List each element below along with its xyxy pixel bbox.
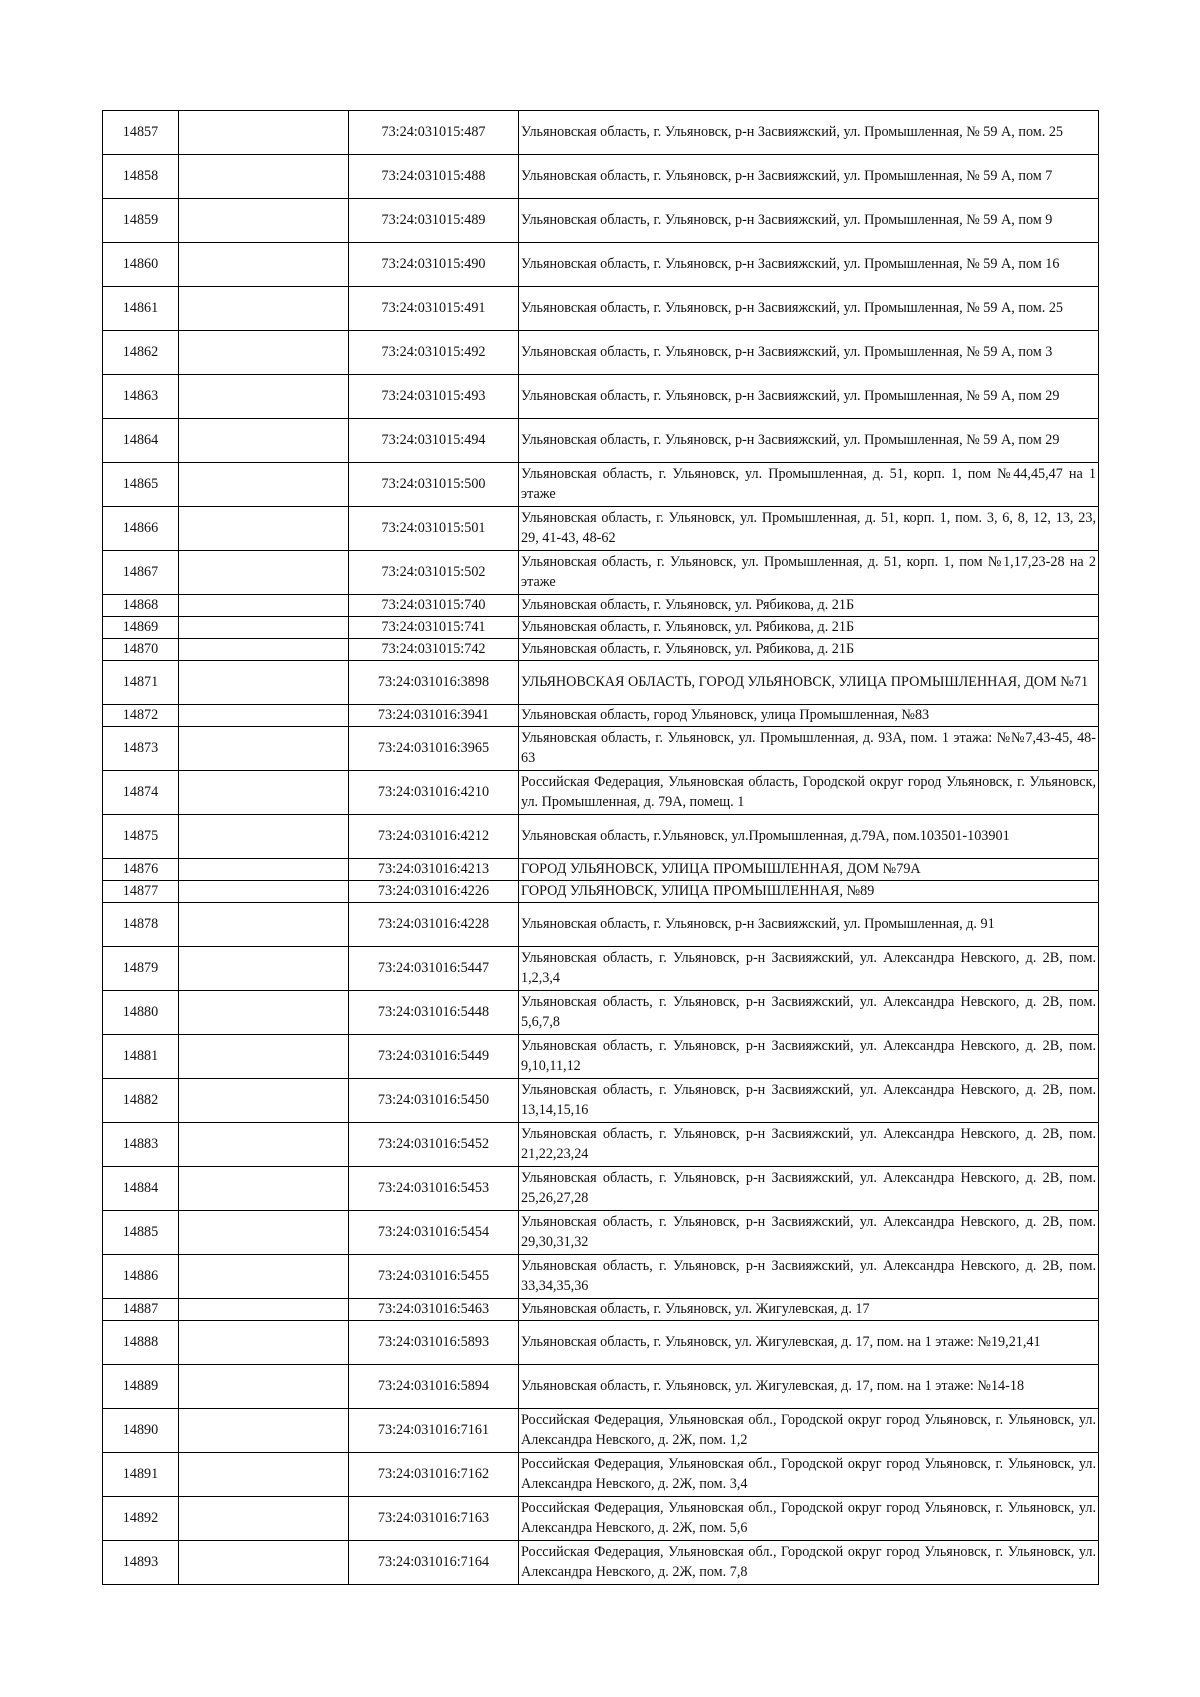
row-number-cell: 14877 xyxy=(103,881,179,903)
cadastral-number-cell: 73:24:031015:492 xyxy=(349,331,519,375)
row-number-cell: 14882 xyxy=(103,1079,179,1123)
table-row xyxy=(103,595,1099,617)
empty-cell xyxy=(179,595,349,617)
address-cell: Ульяновская область, г. Ульяновск, ул. Жигулевская, д. 17, пом. на 1 этаже: №14-18 xyxy=(519,1365,1099,1409)
empty-cell xyxy=(179,419,349,463)
address-cell: Российская Федерация, Ульяновская обл., Городской округ город Ульяновск, г. Ульяновск, ул. Александра Невского, д. 2Ж, пом. 7,8 xyxy=(519,1541,1099,1585)
address-cell: Ульяновская область, г. Ульяновск, р-н Засвияжский, ул. Промышленная, № 59 А, пом 9 xyxy=(519,199,1099,243)
row-number-cell: 14867 xyxy=(103,551,179,595)
address-cell: Российская Федерация, Ульяновская обл., Городской округ город Ульяновск, г. Ульяновск, ул. Александра Невского, д. 2Ж, пом. 1,2 xyxy=(519,1409,1099,1453)
cadastral-number-cell: 73:24:031016:3965 xyxy=(349,727,519,771)
empty-cell xyxy=(179,859,349,881)
table-row xyxy=(103,375,1099,419)
row-number-cell: 14866 xyxy=(103,507,179,551)
address-cell: Ульяновская область, г. Ульяновск, р-н Засвияжский, ул. Промышленная, № 59 А, пом. 25 xyxy=(519,287,1099,331)
table-row xyxy=(103,463,1099,507)
empty-cell xyxy=(179,551,349,595)
cadastral-number-cell: 73:24:031016:5893 xyxy=(349,1321,519,1365)
row-number-cell: 14872 xyxy=(103,705,179,727)
row-number-cell: 14858 xyxy=(103,155,179,199)
table-row xyxy=(103,1453,1099,1497)
row-number-cell: 14860 xyxy=(103,243,179,287)
row-number-cell: 14892 xyxy=(103,1497,179,1541)
table-row xyxy=(103,1497,1099,1541)
address-cell: Ульяновская область, г. Ульяновск, р-н Засвияжский, ул. Александра Невского, д. 2В, пом. 21,22,23,24 xyxy=(519,1123,1099,1167)
table-row xyxy=(103,815,1099,859)
row-number-cell: 14873 xyxy=(103,727,179,771)
empty-cell xyxy=(179,903,349,947)
cadastral-number-cell: 73:24:031015:489 xyxy=(349,199,519,243)
address-cell: Ульяновская область, г. Ульяновск, р-н Засвияжский, ул. Промышленная, № 59 А, пом 16 xyxy=(519,243,1099,287)
empty-cell xyxy=(179,1167,349,1211)
address-cell: Ульяновская область, г. Ульяновск, р-н Засвияжский, ул. Александра Невского, д. 2В, пом. 1,2,3,4 xyxy=(519,947,1099,991)
table-row xyxy=(103,881,1099,903)
cadastral-number-cell: 73:24:031016:7164 xyxy=(349,1541,519,1585)
table-row xyxy=(103,1035,1099,1079)
table-row xyxy=(103,419,1099,463)
cadastral-number-cell: 73:24:031016:7161 xyxy=(349,1409,519,1453)
cadastral-number-cell: 73:24:031016:4210 xyxy=(349,771,519,815)
row-number-cell: 14883 xyxy=(103,1123,179,1167)
empty-cell xyxy=(179,1255,349,1299)
address-cell: Ульяновская область, г. Ульяновск, ул. Рябикова, д. 21Б xyxy=(519,617,1099,639)
address-cell: Ульяновская область, г. Ульяновск, р-н Засвияжский, ул. Александра Невского, д. 2В, пом. 29,30,31,32 xyxy=(519,1211,1099,1255)
row-number-cell: 14878 xyxy=(103,903,179,947)
table-row xyxy=(103,771,1099,815)
address-cell: Ульяновская область, г. Ульяновск, р-н Засвияжский, ул. Александра Невского, д. 2В, пом. 25,26,27,28 xyxy=(519,1167,1099,1211)
address-cell: Ульяновская область, г. Ульяновск, ул. Промышленная, д. 51, корп. 1, пом №44,45,47 на 1 этаже xyxy=(519,463,1099,507)
empty-cell xyxy=(179,1321,349,1365)
empty-cell xyxy=(179,661,349,705)
row-number-cell: 14881 xyxy=(103,1035,179,1079)
table-row xyxy=(103,1541,1099,1585)
empty-cell xyxy=(179,1541,349,1585)
table-row xyxy=(103,155,1099,199)
table-row xyxy=(103,859,1099,881)
address-cell: Ульяновская область, г. Ульяновск, ул. Промышленная, д. 93А, пом. 1 этажа: №№7,43-45, 48-63 xyxy=(519,727,1099,771)
table-row xyxy=(103,551,1099,595)
table-row xyxy=(103,1167,1099,1211)
cadastral-number-cell: 73:24:031016:4228 xyxy=(349,903,519,947)
empty-cell xyxy=(179,331,349,375)
empty-cell xyxy=(179,155,349,199)
address-cell: Ульяновская область, г. Ульяновск, ул. Жигулевская, д. 17, пом. на 1 этаже: №19,21,41 xyxy=(519,1321,1099,1365)
row-number-cell: 14887 xyxy=(103,1299,179,1321)
cadastral-number-cell: 73:24:031016:5453 xyxy=(349,1167,519,1211)
cadastral-number-cell: 73:24:031016:5894 xyxy=(349,1365,519,1409)
row-number-cell: 14863 xyxy=(103,375,179,419)
address-cell: Ульяновская область, г. Ульяновск, ул. Рябикова, д. 21Б xyxy=(519,595,1099,617)
address-cell: Ульяновская область, г. Ульяновск, ул. Жигулевская, д. 17 xyxy=(519,1299,1099,1321)
address-cell: Ульяновская область, г. Ульяновск, ул. Рябикова, д. 21Б xyxy=(519,639,1099,661)
cadastral-number-cell: 73:24:031015:490 xyxy=(349,243,519,287)
cadastral-number-cell: 73:24:031015:742 xyxy=(349,639,519,661)
row-number-cell: 14868 xyxy=(103,595,179,617)
cadastral-number-cell: 73:24:031015:502 xyxy=(349,551,519,595)
table-row xyxy=(103,727,1099,771)
cadastral-number-cell: 73:24:031016:4212 xyxy=(349,815,519,859)
empty-cell xyxy=(179,1211,349,1255)
cadastral-number-cell: 73:24:031016:5447 xyxy=(349,947,519,991)
table-row xyxy=(103,287,1099,331)
cadastral-number-cell: 73:24:031015:491 xyxy=(349,287,519,331)
row-number-cell: 14889 xyxy=(103,1365,179,1409)
address-cell: Ульяновская область, г. Ульяновск, р-н Засвияжский, ул. Александра Невского, д. 2В, пом. 9,10,11,12 xyxy=(519,1035,1099,1079)
row-number-cell: 14886 xyxy=(103,1255,179,1299)
empty-cell xyxy=(179,287,349,331)
row-number-cell: 14871 xyxy=(103,661,179,705)
cadastral-number-cell: 73:24:031016:7162 xyxy=(349,1453,519,1497)
table-row xyxy=(103,705,1099,727)
empty-cell xyxy=(179,617,349,639)
empty-cell xyxy=(179,727,349,771)
cadastral-number-cell: 73:24:031016:5448 xyxy=(349,991,519,1035)
empty-cell xyxy=(179,111,349,155)
row-number-cell: 14865 xyxy=(103,463,179,507)
table-row xyxy=(103,507,1099,551)
table-row xyxy=(103,243,1099,287)
cadastral-number-cell: 73:24:031015:488 xyxy=(349,155,519,199)
row-number-cell: 14876 xyxy=(103,859,179,881)
empty-cell xyxy=(179,1123,349,1167)
row-number-cell: 14879 xyxy=(103,947,179,991)
empty-cell xyxy=(179,881,349,903)
address-cell: Ульяновская область, г. Ульяновск, р-н Засвияжский, ул. Промышленная, № 59 А, пом. 25 xyxy=(519,111,1099,155)
address-cell: Российская Федерация, Ульяновская обл., Городской округ город Ульяновск, г. Ульяновск, ул. Александра Невского, д. 2Ж, пом. 5,6 xyxy=(519,1497,1099,1541)
cadastral-number-cell: 73:24:031016:4226 xyxy=(349,881,519,903)
address-cell: Ульяновская область, г. Ульяновск, р-н Засвияжский, ул. Промышленная, д. 91 xyxy=(519,903,1099,947)
row-number-cell: 14893 xyxy=(103,1541,179,1585)
address-cell: Ульяновская область, г. Ульяновск, р-н Засвияжский, ул. Александра Невского, д. 2В, пом. 5,6,7,8 xyxy=(519,991,1099,1035)
address-cell: Ульяновская область, г. Ульяновск, ул. Промышленная, д. 51, корп. 1, пом №1,17,23-28 на 2 этаже xyxy=(519,551,1099,595)
empty-cell xyxy=(179,375,349,419)
empty-cell xyxy=(179,705,349,727)
address-cell: Ульяновская область, г. Ульяновск, р-н Засвияжский, ул. Промышленная, № 59 А, пом 29 xyxy=(519,375,1099,419)
empty-cell xyxy=(179,1299,349,1321)
address-cell: Ульяновская область, г. Ульяновск, ул. Промышленная, д. 51, корп. 1, пом. 3, 6, 8, 12, 13, 23, 29, 41-43, 48-62 xyxy=(519,507,1099,551)
row-number-cell: 14862 xyxy=(103,331,179,375)
empty-cell xyxy=(179,1079,349,1123)
cadastral-number-cell: 73:24:031015:741 xyxy=(349,617,519,639)
table-row xyxy=(103,1299,1099,1321)
table-row xyxy=(103,991,1099,1035)
empty-cell xyxy=(179,947,349,991)
row-number-cell: 14875 xyxy=(103,815,179,859)
empty-cell xyxy=(179,243,349,287)
cadastral-number-cell: 73:24:031016:3941 xyxy=(349,705,519,727)
cadastral-number-cell: 73:24:031016:5463 xyxy=(349,1299,519,1321)
table-row xyxy=(103,903,1099,947)
table-row xyxy=(103,331,1099,375)
row-number-cell: 14891 xyxy=(103,1453,179,1497)
cadastral-number-cell: 73:24:031016:5455 xyxy=(349,1255,519,1299)
row-number-cell: 14890 xyxy=(103,1409,179,1453)
address-cell: Российская Федерация, Ульяновская область, Городской округ город Ульяновск, г. Ульяновск, ул. Промышленная, д. 79А, помещ. 1 xyxy=(519,771,1099,815)
row-number-cell: 14888 xyxy=(103,1321,179,1365)
address-cell: Ульяновская область, город Ульяновск, улица Промышленная, №83 xyxy=(519,705,1099,727)
address-cell: ГОРОД УЛЬЯНОВСК, УЛИЦА ПРОМЫШЛЕННАЯ, ДОМ №79А xyxy=(519,859,1099,881)
cadastral-number-cell: 73:24:031016:5454 xyxy=(349,1211,519,1255)
address-cell: Ульяновская область, г. Ульяновск, р-н Засвияжский, ул. Промышленная, № 59 А, пом 7 xyxy=(519,155,1099,199)
address-cell: Ульяновская область, г. Ульяновск, р-н Засвияжский, ул. Александра Невского, д. 2В, пом. 13,14,15,16 xyxy=(519,1079,1099,1123)
empty-cell xyxy=(179,815,349,859)
empty-cell xyxy=(179,639,349,661)
empty-cell xyxy=(179,199,349,243)
address-cell: Российская Федерация, Ульяновская обл., Городской округ город Ульяновск, г. Ульяновск, ул. Александра Невского, д. 2Ж, пом. 3,4 xyxy=(519,1453,1099,1497)
cadastral-number-cell: 73:24:031016:7163 xyxy=(349,1497,519,1541)
cadastral-number-cell: 73:24:031015:740 xyxy=(349,595,519,617)
table-row xyxy=(103,1255,1099,1299)
table-row xyxy=(103,1321,1099,1365)
table-row xyxy=(103,1079,1099,1123)
address-cell: Ульяновская область, г. Ульяновск, р-н Засвияжский, ул. Промышленная, № 59 А, пом 29 xyxy=(519,419,1099,463)
empty-cell xyxy=(179,1453,349,1497)
table-row xyxy=(103,1211,1099,1255)
empty-cell xyxy=(179,1497,349,1541)
address-cell: Ульяновская область, г.Ульяновск, ул.Промышленная, д.79А, пом.103501-103901 xyxy=(519,815,1099,859)
property-registry-table xyxy=(102,110,1099,1585)
row-number-cell: 14859 xyxy=(103,199,179,243)
cadastral-number-cell: 73:24:031016:5450 xyxy=(349,1079,519,1123)
row-number-cell: 14880 xyxy=(103,991,179,1035)
empty-cell xyxy=(179,507,349,551)
registry-table-body xyxy=(103,111,1099,1585)
table-row xyxy=(103,1409,1099,1453)
empty-cell xyxy=(179,771,349,815)
table-row xyxy=(103,617,1099,639)
row-number-cell: 14870 xyxy=(103,639,179,661)
empty-cell xyxy=(179,1365,349,1409)
address-cell: ГОРОД УЛЬЯНОВСК, УЛИЦА ПРОМЫШЛЕННАЯ, №89 xyxy=(519,881,1099,903)
cadastral-number-cell: 73:24:031015:494 xyxy=(349,419,519,463)
empty-cell xyxy=(179,1409,349,1453)
table-row xyxy=(103,1123,1099,1167)
row-number-cell: 14857 xyxy=(103,111,179,155)
cadastral-number-cell: 73:24:031015:487 xyxy=(349,111,519,155)
cadastral-number-cell: 73:24:031015:500 xyxy=(349,463,519,507)
cadastral-number-cell: 73:24:031015:493 xyxy=(349,375,519,419)
address-cell: Ульяновская область, г. Ульяновск, р-н Засвияжский, ул. Александра Невского, д. 2В, пом. 33,34,35,36 xyxy=(519,1255,1099,1299)
empty-cell xyxy=(179,1035,349,1079)
row-number-cell: 14874 xyxy=(103,771,179,815)
address-cell: Ульяновская область, г. Ульяновск, р-н Засвияжский, ул. Промышленная, № 59 А, пом 3 xyxy=(519,331,1099,375)
row-number-cell: 14864 xyxy=(103,419,179,463)
table-row xyxy=(103,661,1099,705)
table-row xyxy=(103,947,1099,991)
row-number-cell: 14884 xyxy=(103,1167,179,1211)
cadastral-number-cell: 73:24:031016:5452 xyxy=(349,1123,519,1167)
address-cell: УЛЬЯНОВСКАЯ ОБЛАСТЬ, ГОРОД УЛЬЯНОВСК, УЛИЦА ПРОМЫШЛЕННАЯ, ДОМ №71 xyxy=(519,661,1099,705)
cadastral-number-cell: 73:24:031015:501 xyxy=(349,507,519,551)
cadastral-number-cell: 73:24:031016:5449 xyxy=(349,1035,519,1079)
cadastral-number-cell: 73:24:031016:4213 xyxy=(349,859,519,881)
row-number-cell: 14861 xyxy=(103,287,179,331)
empty-cell xyxy=(179,463,349,507)
row-number-cell: 14869 xyxy=(103,617,179,639)
table-row xyxy=(103,639,1099,661)
table-row xyxy=(103,1365,1099,1409)
empty-cell xyxy=(179,991,349,1035)
cadastral-number-cell: 73:24:031016:3898 xyxy=(349,661,519,705)
row-number-cell: 14885 xyxy=(103,1211,179,1255)
table-row xyxy=(103,199,1099,243)
table-row xyxy=(103,111,1099,155)
